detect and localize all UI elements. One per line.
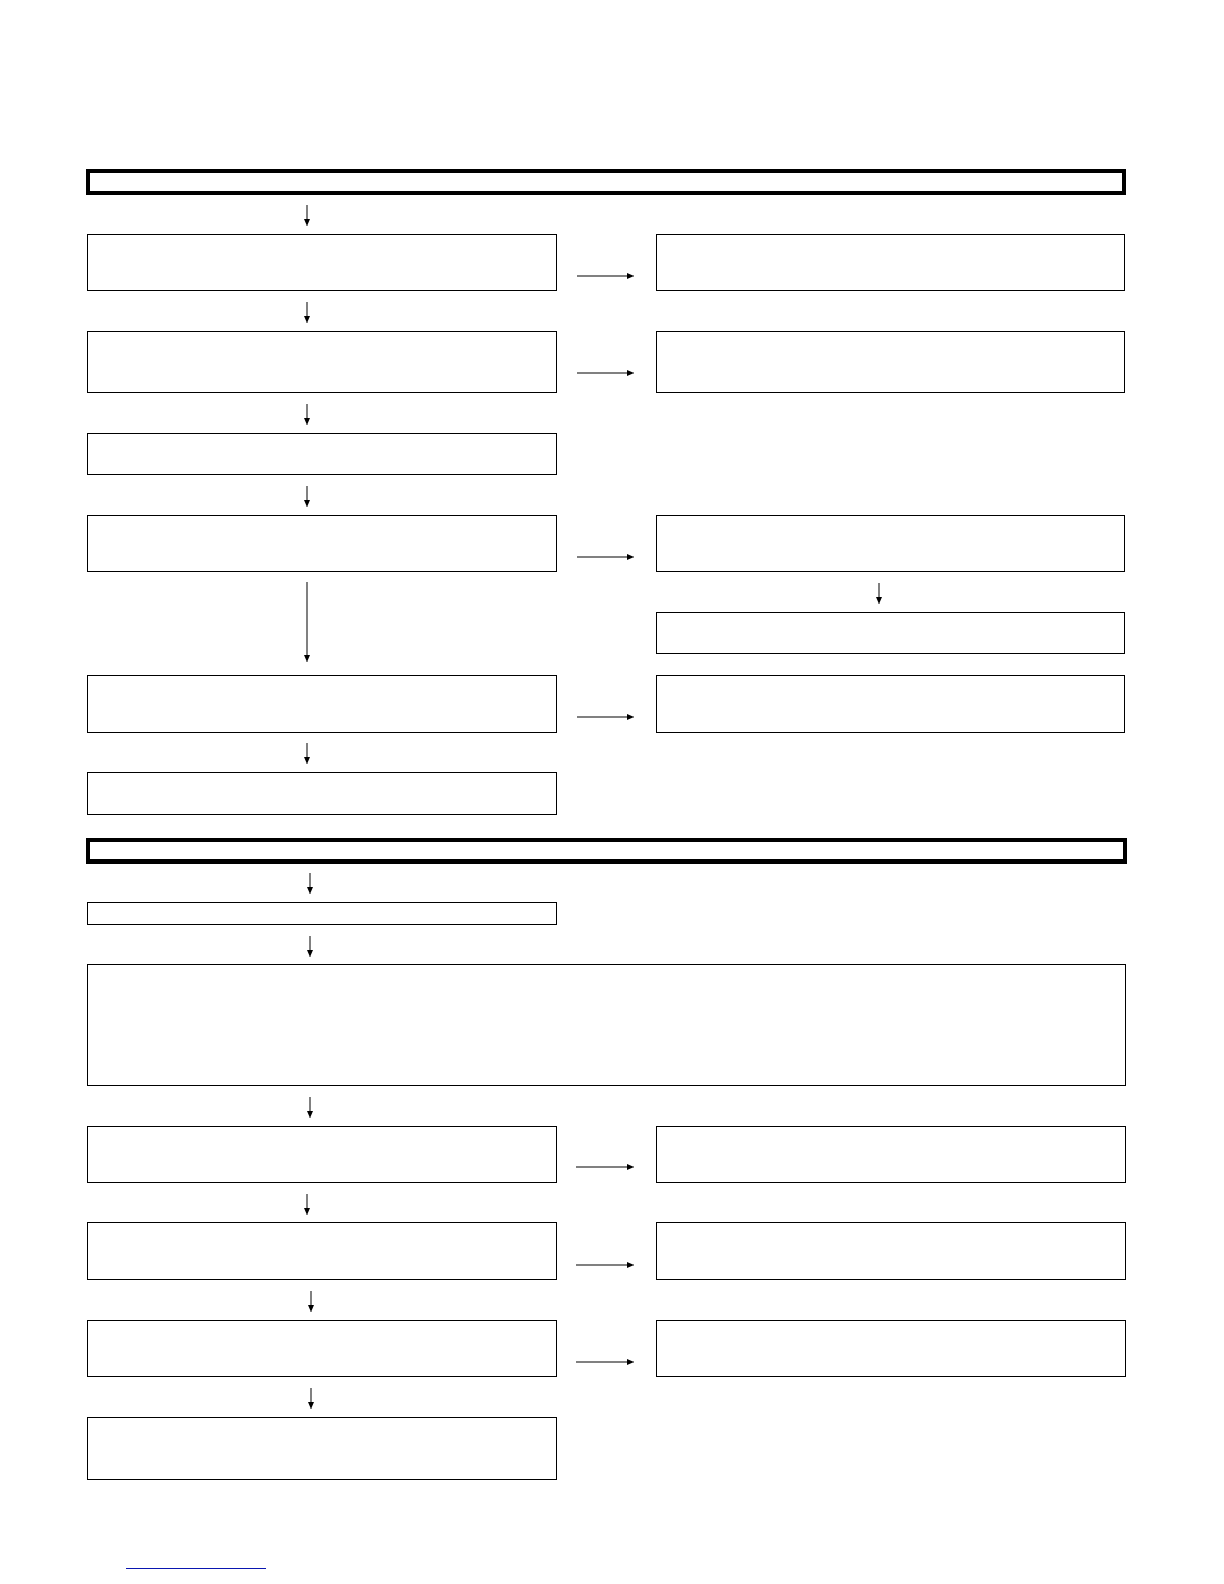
footer-link[interactable] (126, 1552, 266, 1569)
